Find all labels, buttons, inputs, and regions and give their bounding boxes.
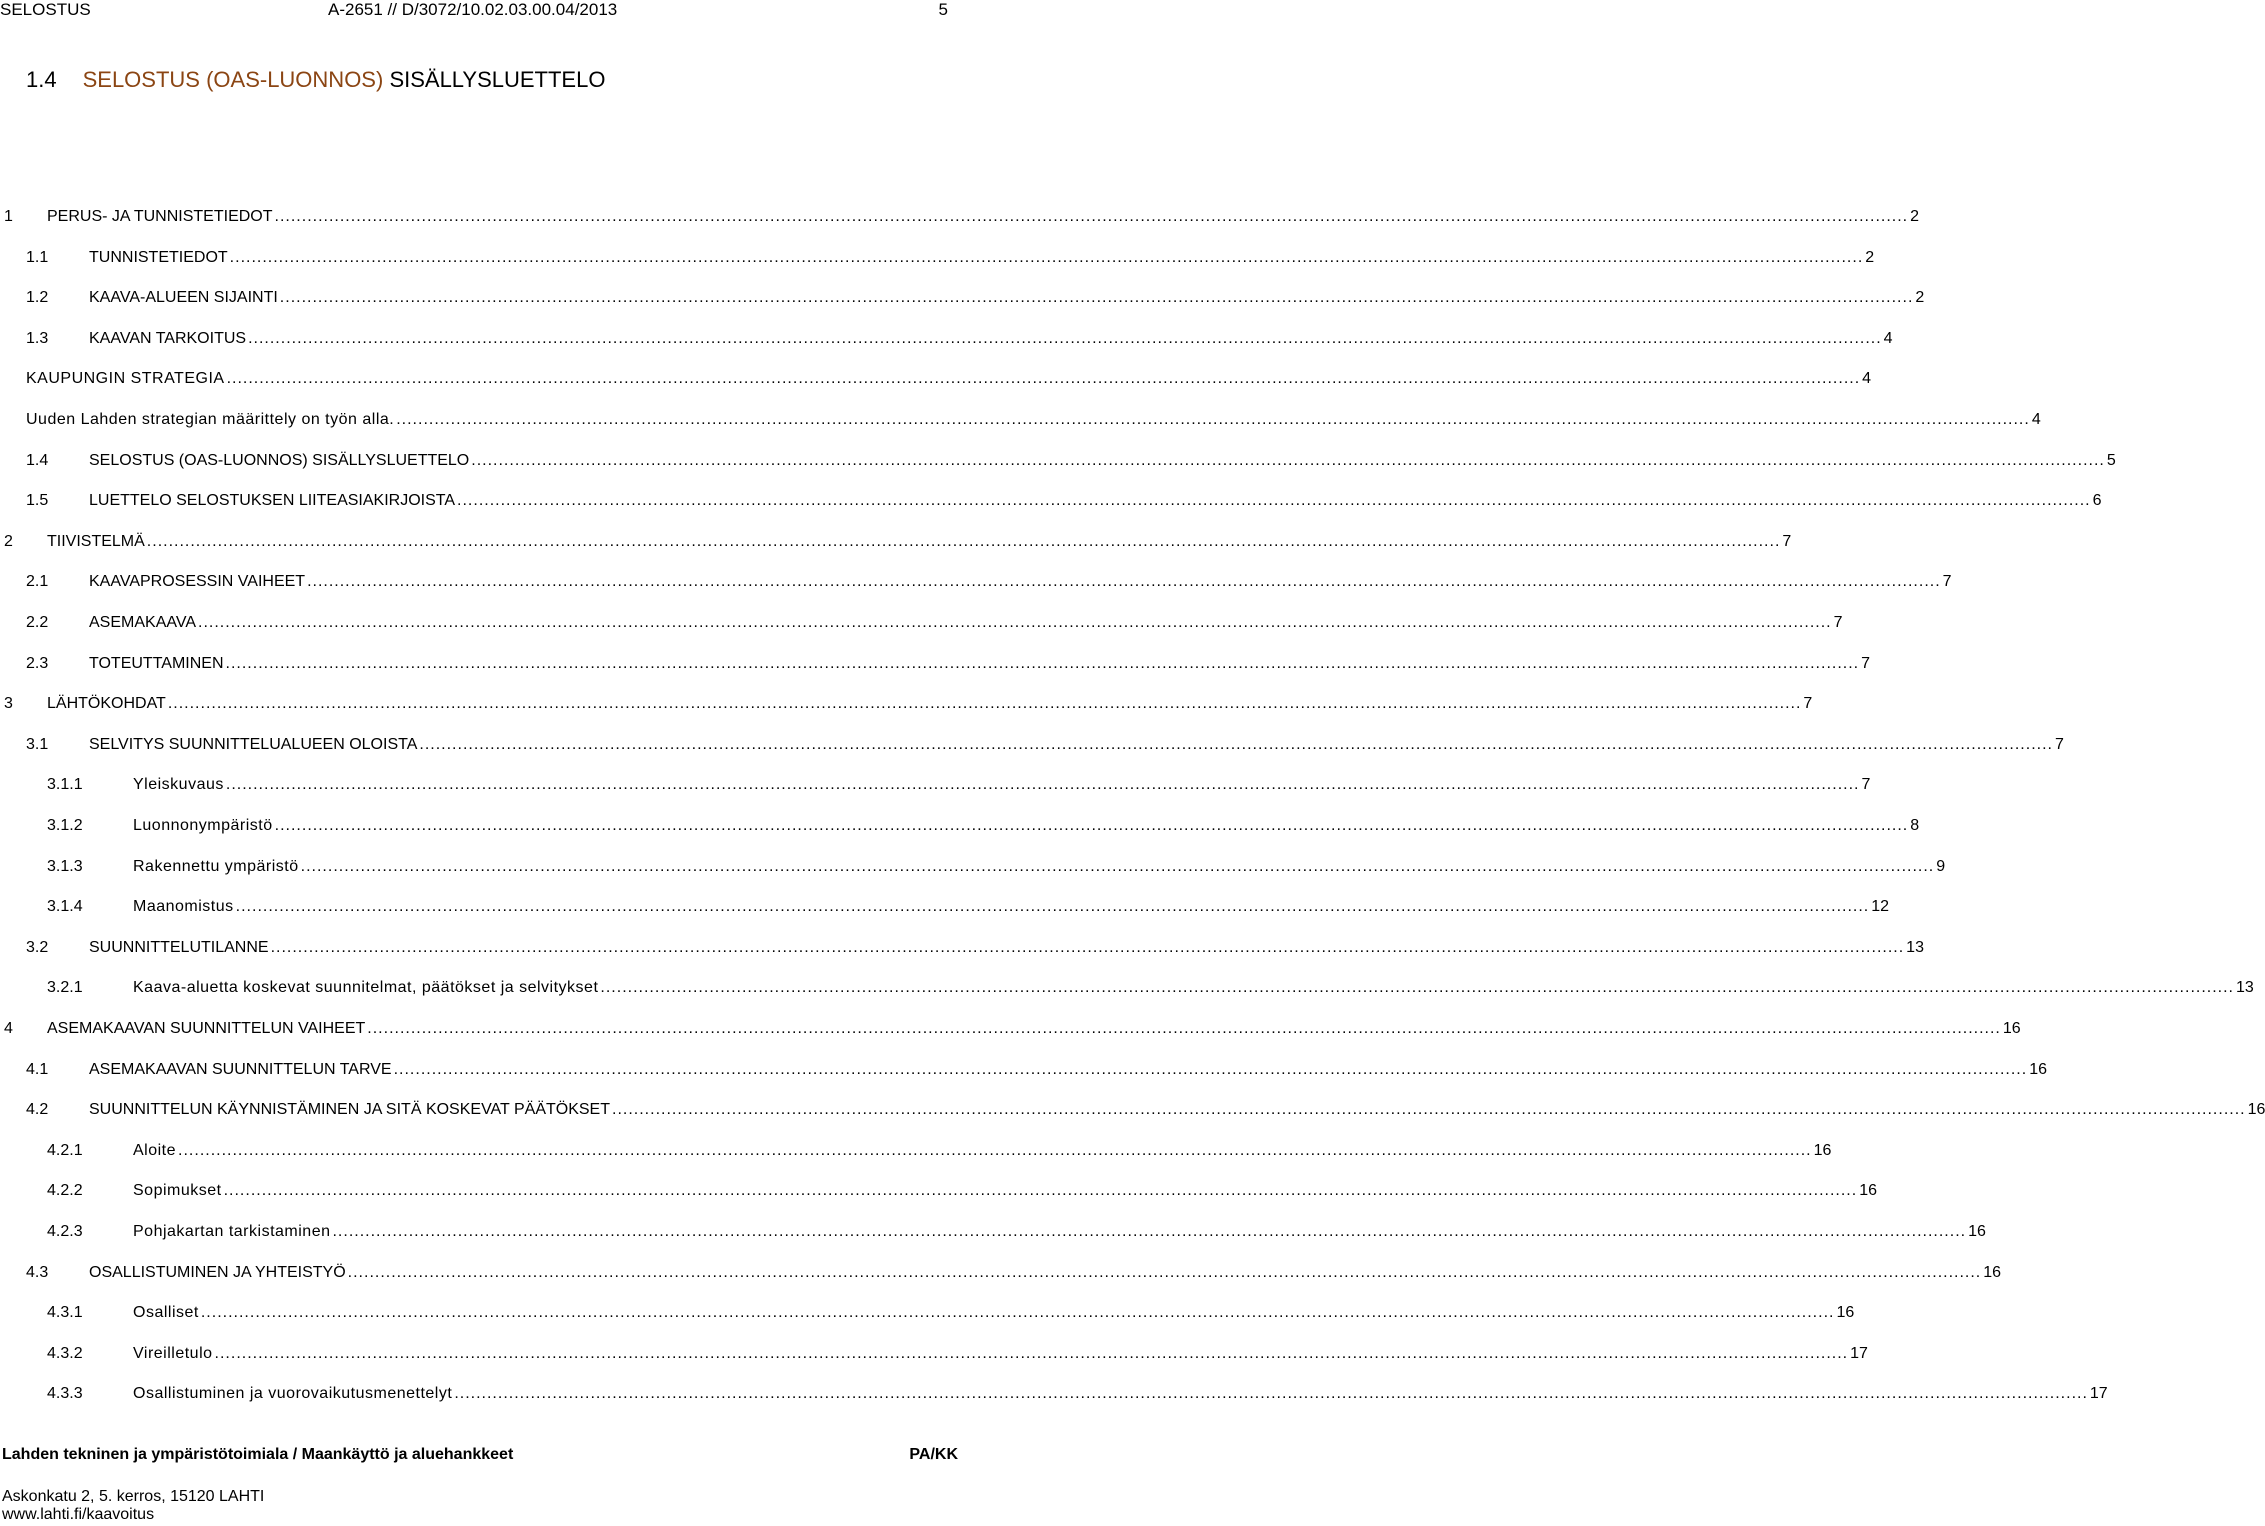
- toc-entry-title: Luonnonympäristö: [133, 817, 273, 834]
- toc-entry[interactable]: [0, 1301, 1855, 1325]
- toc-entry-page: 4: [2031, 411, 2041, 428]
- toc-dot-leader: ............................................................................................................................................................................................................................................................................................................: [178, 1142, 1812, 1159]
- toc-entry[interactable]: [0, 286, 1925, 310]
- toc-entry-page: 8: [1910, 817, 1920, 834]
- toc-entry[interactable]: [0, 1017, 2021, 1041]
- toc-dot-leader: ............................................................................................................................................................................................................................................................................................................: [270, 939, 1905, 956]
- toc-entry-number: 3: [4, 695, 13, 712]
- toc-entry-title: Yleiskuvaus: [133, 776, 224, 793]
- toc-entry-title: ASEMAKAAVA: [89, 614, 196, 631]
- toc-entry[interactable]: [0, 205, 1920, 229]
- toc-dot-leader: ............................................................................................................................................................................................................................................................................................................: [307, 573, 1941, 590]
- toc-entry-title: Vireilletulo: [133, 1345, 213, 1362]
- toc-dot-leader: ............................................................................................................................................................................................................................................................................................................: [146, 533, 1781, 550]
- toc-entry-number: 4.2.2: [47, 1182, 83, 1199]
- toc-entry-page: 9: [1936, 858, 1946, 875]
- toc-dot-leader: ............................................................................................................................................................................................................................................................................................................: [393, 1061, 2028, 1078]
- toc-entry-title: Sopimukset: [133, 1182, 222, 1199]
- toc-entry[interactable]: [0, 895, 1890, 919]
- toc-entry[interactable]: [0, 1179, 1877, 1203]
- toc-entry-page: 17: [2089, 1385, 2108, 1402]
- header-document-type: SELOSTUS: [0, 0, 91, 19]
- toc-entry[interactable]: [0, 1220, 1986, 1244]
- toc-dot-leader: ............................................................................................................................................................................................................................................................................................................: [223, 1182, 1858, 1199]
- toc-entry-number: 4.2: [26, 1101, 49, 1118]
- toc-dot-leader: ............................................................................................................................................................................................................................................................................................................: [214, 1345, 1849, 1362]
- toc-dot-leader: ............................................................................................................................................................................................................................................................................................................: [229, 249, 1864, 266]
- toc-entry-page: 2: [1865, 249, 1875, 266]
- toc-entry-title: KAUPUNGIN STRATEGIA: [26, 370, 225, 387]
- toc-entry[interactable]: [0, 611, 1843, 635]
- toc-entry-number: 3.1.3: [47, 858, 83, 875]
- toc-entry-number: 4.2.3: [47, 1223, 83, 1240]
- toc-entry[interactable]: [0, 449, 2116, 473]
- toc-dot-leader: ............................................................................................................................................................................................................................................................................................................: [198, 614, 1832, 631]
- toc-entry[interactable]: [0, 773, 1871, 797]
- footer-organization: [0, 1446, 960, 1466]
- toc-dot-leader: ............................................................................................................................................................................................................................................................................................................: [226, 370, 1861, 387]
- toc-entry[interactable]: [0, 1261, 2002, 1285]
- toc-entry-page: 16: [1859, 1182, 1877, 1199]
- toc-entry-page: 7: [1861, 776, 1871, 793]
- toc-entry-title: SELVITYS SUUNNITTELUALUEEN OLOISTA: [89, 736, 418, 753]
- section-heading: [26, 66, 605, 94]
- toc-entry[interactable]: [0, 855, 1946, 879]
- toc-dot-leader: ............................................................................................................................................................................................................................................................................................................: [612, 1101, 2246, 1118]
- toc-entry-page: 12: [1871, 898, 1890, 915]
- header-page-number: 5: [938, 0, 948, 19]
- toc-dot-leader: ............................................................................................................................................................................................................................................................................................................: [248, 330, 1882, 347]
- toc-dot-leader: ............................................................................................................................................................................................................................................................................................................: [457, 492, 2091, 509]
- toc-entry-page: 16: [2247, 1101, 2265, 1118]
- section-title-colored: SELOSTUS (OAS-LUONNOS): [82, 67, 384, 92]
- toc-entry-title: SUUNNITTELUTILANNE: [89, 939, 269, 956]
- toc-entry-page: 2: [1915, 289, 1925, 306]
- toc-entry-title: LUETTELO SELOSTUKSEN LIITEASIAKIRJOISTA: [89, 492, 456, 509]
- toc-entry[interactable]: [0, 692, 1813, 716]
- toc-entry-number: 3.2.1: [47, 979, 83, 996]
- toc-entry-number: 4: [4, 1020, 13, 1037]
- section-title-rest: SISÄLLYSLUETTELO: [389, 67, 606, 92]
- toc-dot-leader: ............................................................................................................................................................................................................................................................................................................: [274, 817, 1909, 834]
- toc-entry-number: 1.4: [26, 452, 49, 469]
- toc-entry-title: LÄHTÖKOHDAT: [47, 695, 166, 712]
- toc-dot-leader: ............................................................................................................................................................................................................................................................................................................: [367, 1020, 2001, 1037]
- toc-entry-title: Maanomistus: [133, 898, 234, 915]
- toc-entry[interactable]: [0, 246, 1875, 270]
- toc-entry-number: 3.1.4: [47, 898, 83, 915]
- toc-entry-title: Rakennettu ympäristö: [133, 858, 299, 875]
- toc-dot-leader: ............................................................................................................................................................................................................................................................................................................: [454, 1385, 2088, 1402]
- toc-entry-page: 7: [1782, 533, 1792, 550]
- toc-entry-number: 4.2.1: [47, 1142, 83, 1159]
- toc-entry-title: SELOSTUS (OAS-LUONNOS) SISÄLLYSLUETTELO: [89, 452, 470, 469]
- header-document-id: A-2651 // D/3072/10.02.03.00.04/2013: [328, 0, 618, 19]
- toc-entry-page: 16: [1813, 1142, 1832, 1159]
- toc-entry-title: ASEMAKAAVAN SUUNNITTELUN TARVE: [89, 1061, 392, 1078]
- toc-entry-page: 7: [1942, 573, 1952, 590]
- toc-entry-title: TUNNISTETIEDOT: [89, 249, 228, 266]
- toc-entry[interactable]: [0, 1058, 2047, 1082]
- toc-entry-page: 13: [1906, 939, 1924, 956]
- toc-entry-title: TOTEUTTAMINEN: [89, 655, 224, 672]
- toc-entry-page: 7: [2054, 736, 2064, 753]
- toc-entry[interactable]: [0, 1098, 2265, 1122]
- toc-entry-title: ASEMAKAAVAN SUUNNITTELUN VAIHEET: [47, 1020, 366, 1037]
- toc-entry-page: 5: [2106, 452, 2116, 469]
- toc-entry-page: 6: [2092, 492, 2102, 509]
- toc-entry-title: Osalliset: [133, 1304, 199, 1321]
- toc-dot-leader: ............................................................................................................................................................................................................................................................................................................: [419, 736, 2053, 753]
- footer-address: Askonkatu 2, 5. kerros, 15120 LAHTI: [2, 1488, 265, 1505]
- toc-entry-number: 1.1: [26, 249, 49, 266]
- toc-entry-page: 16: [1836, 1304, 1855, 1321]
- toc-entry-number: 4.3.3: [47, 1385, 83, 1402]
- toc-entry-page: 17: [1850, 1345, 1868, 1362]
- toc-entry-page: 4: [1862, 370, 1872, 387]
- toc-entry[interactable]: [0, 814, 1920, 838]
- toc-entry[interactable]: [0, 733, 2064, 757]
- toc-entry-title: TIIVISTELMÄ: [47, 533, 145, 550]
- toc-dot-leader: ............................................................................................................................................................................................................................................................................................................: [200, 1304, 1835, 1321]
- toc-dot-leader: ............................................................................................................................................................................................................................................................................................................: [167, 695, 1802, 712]
- toc-entry-title: SUUNNITTELUN KÄYNNISTÄMINEN JA SITÄ KOSKEVAT PÄÄTÖKSET: [89, 1101, 610, 1118]
- toc-entry-page: 7: [1833, 614, 1843, 631]
- toc-entry-title: Pohjakartan tarkistaminen: [133, 1223, 331, 1240]
- toc-entry-number: 4.3.2: [47, 1345, 83, 1362]
- toc-entry-number: 4.3.1: [47, 1304, 83, 1321]
- section-number: 1.4: [26, 67, 57, 92]
- toc-entry-page: 16: [2029, 1061, 2047, 1078]
- footer-initials: PA/KK: [909, 1446, 958, 1463]
- toc-entry-number: 3.1.1: [47, 776, 83, 793]
- toc-entry-number: 2.2: [26, 614, 49, 631]
- toc-entry-number: 2.1: [26, 573, 49, 590]
- toc-dot-leader: ............................................................................................................................................................................................................................................................................................................: [274, 208, 1909, 225]
- toc-entry-title: Uuden Lahden strategian määrittely on työn alla.: [26, 411, 395, 428]
- toc-entry-page: 16: [1983, 1264, 2002, 1281]
- toc-entry-number: 3.2: [26, 939, 49, 956]
- toc-entry-number: 2: [4, 533, 13, 550]
- toc-entry[interactable]: [0, 1382, 2108, 1406]
- toc-entry-page: 13: [2236, 979, 2254, 996]
- toc-entry-page: 7: [1803, 695, 1813, 712]
- toc-entry[interactable]: [0, 936, 1924, 960]
- toc-entry[interactable]: [0, 652, 1871, 676]
- toc-entry[interactable]: [0, 570, 1952, 594]
- toc-entry-page: 4: [1883, 330, 1893, 347]
- toc-entry-number: 3.1: [26, 736, 49, 753]
- toc-entry-number: 1.2: [26, 289, 49, 306]
- toc-entry-number: 1: [4, 208, 13, 225]
- toc-entry[interactable]: [0, 489, 2102, 513]
- toc-entry-title: Aloite: [133, 1142, 177, 1159]
- toc-entry-page: 7: [1861, 655, 1871, 672]
- toc-entry[interactable]: [0, 408, 2041, 432]
- toc-entry-title: KAAVAPROSESSIN VAIHEET: [89, 573, 306, 590]
- toc-entry[interactable]: [0, 1139, 1832, 1163]
- toc-entry[interactable]: [0, 976, 2254, 1000]
- footer-org-name: Lahden tekninen ja ympäristötoimiala / Maankäyttö ja aluehankkeet: [2, 1446, 514, 1463]
- toc-entry-title: Osallistuminen ja vuorovaikutusmenettelyt: [133, 1385, 453, 1402]
- toc-dot-leader: ............................................................................................................................................................................................................................................................................................................: [279, 289, 1914, 306]
- toc-entry-page: 2: [1910, 208, 1920, 225]
- toc-entry-title: Kaava-aluetta koskevat suunnitelmat, päätökset ja selvitykset: [133, 979, 599, 996]
- toc-entry-title: OSALLISTUMINEN JA YHTEISTYÖ: [89, 1264, 346, 1281]
- toc-entry-number: 2.3: [26, 655, 49, 672]
- toc-entry-number: 4.3: [26, 1264, 49, 1281]
- toc-dot-leader: ............................................................................................................................................................................................................................................................................................................: [347, 1264, 1982, 1281]
- toc-entry-number: 4.1: [26, 1061, 49, 1078]
- toc-entry-page: 16: [1968, 1223, 1986, 1240]
- toc-dot-leader: ............................................................................................................................................................................................................................................................................................................: [225, 655, 1860, 672]
- toc-entry-title: KAAVA-ALUEEN SIJAINTI: [89, 289, 278, 306]
- toc-entry[interactable]: [0, 1342, 1868, 1366]
- toc-entry[interactable]: [0, 367, 1872, 391]
- toc-dot-leader: ............................................................................................................................................................................................................................................................................................................: [300, 858, 1935, 875]
- toc-dot-leader: ............................................................................................................................................................................................................................................................................................................: [225, 776, 1860, 793]
- toc-dot-leader: ............................................................................................................................................................................................................................................................................................................: [235, 898, 1870, 915]
- toc-dot-leader: ............................................................................................................................................................................................................................................................................................................: [600, 979, 2234, 996]
- toc-entry-page: 16: [2002, 1020, 2021, 1037]
- toc-entry-number: 3.1.2: [47, 817, 83, 834]
- footer-website: www.lahti.fi/kaavoitus: [2, 1506, 155, 1523]
- toc-entry-title: KAAVAN TARKOITUS: [89, 330, 247, 347]
- toc-dot-leader: ............................................................................................................................................................................................................................................................................................................: [471, 452, 2105, 469]
- toc-entry[interactable]: [0, 530, 1792, 554]
- toc-entry[interactable]: [0, 327, 1893, 351]
- toc-dot-leader: ............................................................................................................................................................................................................................................................................................................: [396, 411, 2030, 428]
- toc-entry-title: PERUS- JA TUNNISTETIEDOT: [47, 208, 273, 225]
- toc-entry-number: 1.5: [26, 492, 49, 509]
- toc-entry-number: 1.3: [26, 330, 49, 347]
- toc-dot-leader: ............................................................................................................................................................................................................................................................................................................: [332, 1223, 1967, 1240]
